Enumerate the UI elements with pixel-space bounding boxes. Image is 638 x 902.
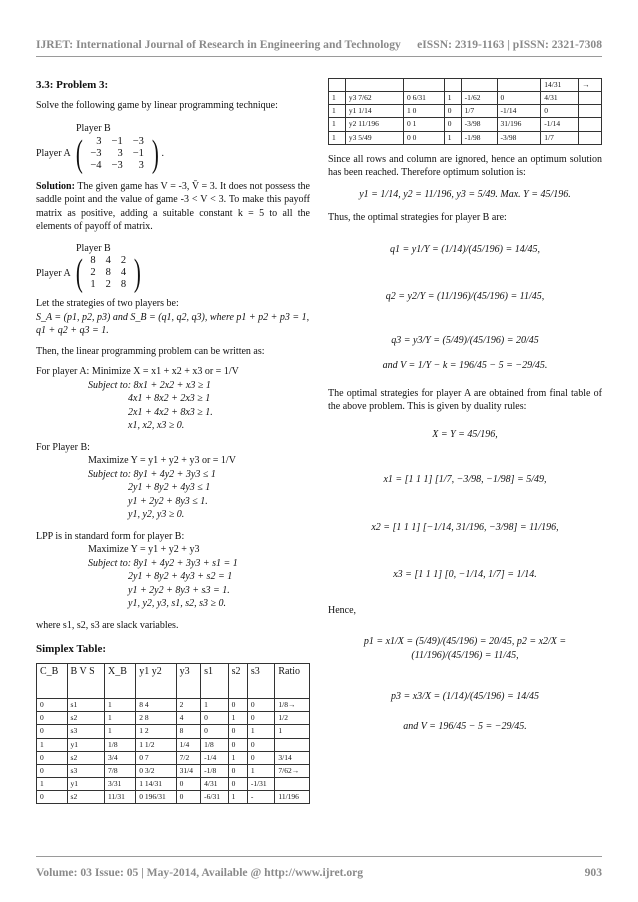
table-row	[37, 764, 310, 777]
table-cell: s2	[67, 791, 104, 804]
table-row	[329, 79, 602, 92]
constraint-line: y1, y2, y3 ≥ 0.	[128, 509, 185, 521]
table-cell: 1	[201, 699, 229, 712]
table-cell: 0	[444, 118, 461, 131]
table-row	[37, 777, 310, 790]
table-cell: 0	[37, 791, 68, 804]
footer-rule	[36, 856, 602, 857]
table-cell: 0	[541, 105, 579, 118]
volume-info: Volume: 03 Issue: 05 | May-2014, Available @ http://www.ijret.org	[36, 866, 364, 879]
table-cell: s3	[67, 725, 104, 738]
table-cell: -1/31	[247, 777, 275, 790]
player-b-objective: Maximize Y = y1 + y2 + y3 or = 1/V	[88, 455, 236, 467]
table-header-cell: B V S	[67, 664, 104, 699]
table-cell: s1	[67, 699, 104, 712]
x2-equation: x2 = [1 1 1] [−1/14, 31/196, −3/98] = 11/196,	[371, 521, 559, 533]
lpp-constraints	[36, 557, 310, 611]
constraint-line: y1 + 2y2 + 8y3 + s3 = 1.	[128, 584, 230, 596]
table-cell: y1	[67, 738, 104, 751]
table-header-cell: Ratio	[275, 664, 310, 699]
table-cell	[444, 79, 461, 92]
matrix-cell: 4	[120, 267, 127, 279]
table-cell: 1	[105, 712, 136, 725]
game-matrix-block: Player B Player A ( 3 −1 −3 −3 3 −1 −4 −3 3 ) .	[36, 122, 310, 172]
table-cell: 1 14/31	[136, 777, 176, 790]
v-value: and V = 1/Y − k = 196/45 − 5 = −29/45.	[382, 360, 548, 372]
table-row	[329, 118, 602, 131]
table-cell: 3/4	[105, 751, 136, 764]
q3-equation: q3 = y3/Y = (5/49)/(45/196) = 20/45	[391, 334, 539, 346]
table-cell: s3	[67, 764, 104, 777]
table-cell: -1/8	[201, 764, 229, 777]
matrix-cell: 2	[90, 267, 96, 279]
table-cell: 1/4	[176, 738, 201, 751]
intro-text: Solve the following game by linear programming technique:	[36, 99, 278, 111]
table-cell: 1 0	[403, 105, 444, 118]
table-row	[37, 751, 310, 764]
constraint-line: 2y1 + 8y2 + 4y3 + s2 = 1	[128, 571, 233, 583]
q1-equation: q1 = y1/Y = (1/14)/(45/196) = 14/45,	[390, 243, 540, 255]
table-cell: -6/31	[201, 791, 229, 804]
table-cell: 0	[247, 712, 275, 725]
player-a-constraints	[36, 379, 310, 433]
lp-intro: Then, the linear programming problem can be written as:	[36, 345, 265, 357]
matrix-cell: 3	[96, 135, 102, 147]
table-row	[37, 699, 310, 712]
matrix-cell: −4	[90, 159, 102, 171]
table-cell: 31/4	[176, 764, 201, 777]
table-row	[329, 131, 602, 144]
table-header-cell: y3	[176, 664, 201, 699]
table-cell	[403, 79, 444, 92]
matrix-cell: −1	[111, 135, 123, 147]
matrix-cell: 1	[90, 279, 96, 291]
table-cell: 1 1/2	[136, 738, 176, 751]
issn: eISSN: 2319-1163 | pISSN: 2321-7308	[417, 38, 602, 51]
table-cell: 0	[228, 699, 247, 712]
constraint-line: Subject to: 8x1 + 2x2 + x3 ≥ 1	[88, 379, 211, 391]
matrix-cell: 3	[117, 147, 123, 159]
table-row	[329, 92, 602, 105]
table-cell: 1	[247, 764, 275, 777]
matrix-cell: −3	[132, 135, 144, 147]
table-cell: 11/31	[105, 791, 136, 804]
strategies-b-intro: Thus, the optimal strategies for player B are:	[328, 212, 507, 224]
table-cell: 0	[37, 751, 68, 764]
constraint-line: y1, y2, y3, s1, s2, s3 ≥ 0.	[128, 598, 226, 610]
solution-label: Solution:	[36, 180, 75, 192]
hence-text: Hence,	[328, 604, 357, 616]
table-cell: 0 6/31	[403, 92, 444, 105]
table-cell: 31/196	[497, 118, 541, 131]
table-row	[37, 712, 310, 725]
table-cell: -1/62	[461, 92, 497, 105]
table-cell: 0	[176, 777, 201, 790]
table-row	[37, 725, 310, 738]
table-cell: 4/31	[201, 777, 229, 790]
table-cell: 0 3/2	[136, 764, 176, 777]
table-cell: -1/98	[461, 131, 497, 144]
table-cell: 1/8	[105, 738, 136, 751]
header-rule	[36, 56, 602, 57]
table-cell: -1/14	[497, 105, 541, 118]
table-cell	[461, 79, 497, 92]
slack-note: where s1, s2, s3 are slack variables.	[36, 619, 179, 631]
constraint-line: 4x1 + 8x2 + 2x3 ≥ 1	[128, 393, 211, 405]
matrix-cell: −1	[132, 147, 144, 159]
table-cell: 11/196	[275, 791, 310, 804]
table-cell: 0	[247, 699, 275, 712]
table-cell: 8 4	[136, 699, 176, 712]
table-cell: 1	[247, 725, 275, 738]
lpp-intro: LPP is in standard form for player B:	[36, 530, 185, 542]
optimum-text: Since all rows and column are ignored, hence an optimum solution has been reached. Therefore optimum solution is:	[328, 153, 602, 179]
q2-equation: q2 = y2/Y = (11/196)/(45/196) = 11/45,	[385, 291, 545, 303]
simplex-table-continued	[328, 78, 602, 145]
table-cell: -3/98	[461, 118, 497, 131]
table-cell: 1/7	[461, 105, 497, 118]
table-cell: 4/31	[541, 92, 579, 105]
matrix-cell: −3	[111, 159, 123, 171]
table-cell: y3 5/49	[345, 131, 403, 144]
payoff-matrix: ( 3 −1 −3 −3 3 −1 −4 −3 3 )	[75, 132, 159, 175]
player-a-objective: For player A: Minimize X = x1 + x2 + x3 or = 1/V	[36, 366, 239, 378]
table-cell: 1	[444, 131, 461, 144]
table-cell: 1/8	[201, 738, 229, 751]
table-row	[37, 738, 310, 751]
table-cell: 0	[176, 791, 201, 804]
table-cell: 1	[37, 738, 68, 751]
matrix-cell: 3	[138, 159, 144, 171]
table-row	[37, 791, 310, 804]
table-cell	[497, 79, 541, 92]
page-number: 903	[584, 866, 602, 879]
table-cell: 1/8→	[275, 699, 310, 712]
page-footer	[36, 866, 602, 879]
table-cell: 0	[444, 105, 461, 118]
table-cell: 14/31	[541, 79, 579, 92]
table-cell: 4	[176, 712, 201, 725]
player-b-label-2: Player B	[76, 242, 111, 254]
table-cell: 1/7	[541, 131, 579, 144]
table-cell: 0	[37, 764, 68, 777]
constraint-line: y1 + 2y2 + 8y3 ≤ 1.	[128, 495, 208, 507]
table-cell: 8	[176, 725, 201, 738]
xy-equation: X = Y = 45/196,	[432, 428, 498, 440]
player-b-label: Player B	[76, 123, 111, 135]
table-cell: 1	[228, 751, 247, 764]
table-cell: 2 8	[136, 712, 176, 725]
table-cell: y2 11/196	[345, 118, 403, 131]
table-cell	[579, 105, 602, 118]
table-cell: 1	[329, 131, 346, 144]
table-cell: 0	[228, 738, 247, 751]
player-a-label: Player A	[36, 148, 71, 160]
table-cell: 0 1	[403, 118, 444, 131]
table-cell: 0 0	[403, 131, 444, 144]
matrix-cell: 8	[105, 267, 111, 279]
matrix-cell: −3	[90, 147, 102, 159]
table-cell	[345, 79, 403, 92]
table-cell: y1 1/14	[345, 105, 403, 118]
table-cell: 0	[228, 777, 247, 790]
player-b-constraints	[36, 468, 310, 522]
matrix-cell: 2	[120, 255, 127, 267]
table-header-cell: s1	[201, 664, 229, 699]
page-header	[36, 38, 602, 51]
table-cell: 0	[201, 712, 229, 725]
table-cell: y3 7/62	[345, 92, 403, 105]
table-cell: y1	[67, 777, 104, 790]
table-cell: 1	[275, 725, 310, 738]
matrix-cell: 8	[90, 255, 96, 267]
table-cell: 0	[497, 92, 541, 105]
table-cell: 0	[228, 764, 247, 777]
table-cell: 1 2	[136, 725, 176, 738]
simplex-title: Simplex Table:	[36, 643, 106, 656]
table-header-cell: s3	[247, 664, 275, 699]
table-cell	[275, 777, 310, 790]
table-cell: 1	[228, 712, 247, 725]
table-cell: 0	[247, 751, 275, 764]
strategies-a-intro: The optimal strategies for player A are obtained from final table of the above problem. This is given by duality rules:	[328, 387, 602, 413]
table-cell	[579, 118, 602, 131]
table-cell: 0	[247, 738, 275, 751]
left-column	[36, 78, 310, 804]
solution-paragraph	[36, 180, 310, 234]
table-cell: s2	[67, 712, 104, 725]
table-cell: 3/14	[275, 751, 310, 764]
strategies-intro: Let the strategies of two players be:	[36, 298, 179, 310]
table-cell: 7/62→	[275, 764, 310, 777]
table-cell: 0 196/31	[136, 791, 176, 804]
constraint-line: 2x1 + 4x2 + 8x3 ≥ 1.	[128, 406, 213, 418]
table-cell: 1	[329, 118, 346, 131]
x3-equation: x3 = [1 1 1] [0, −1/14, 1/7] = 1/14.	[393, 569, 537, 581]
constraint-line: Subject to: 8y1 + 4y2 + 3y3 + s1 = 1	[88, 557, 238, 569]
solution-text: The given game has V = -3, V̄ = 3. It does not possess the saddle point and the value of game -3 < V < 3. To make this payoff matrix as positive, adding a suitable constant k = 5 to all the elements of payoff of matrix.	[36, 180, 310, 233]
table-cell: →	[579, 79, 602, 92]
journal-name: IJRET: International Journal of Research in Engineering and Technology	[36, 38, 401, 51]
strategies-definition: S_A = (p1, p2, p3) and S_B = (q1, q2, q3), where p1 + p2 + p3 = 1, q1 + q2 + q3 = 1.	[36, 311, 310, 337]
table-cell: 1/2	[275, 712, 310, 725]
constraint-line: x1, x2, x3 ≥ 0.	[128, 420, 185, 432]
simplex-table	[36, 663, 310, 804]
table-cell: 7/2	[176, 751, 201, 764]
matrix-cell: 4	[105, 255, 111, 267]
problem-title: 3.3: Problem 3:	[36, 79, 109, 91]
player-b-label-3: For Player B:	[36, 441, 90, 453]
positive-matrix-block	[36, 242, 310, 295]
table-cell: 0	[228, 725, 247, 738]
table-cell: s2	[67, 751, 104, 764]
table-cell: 1	[444, 92, 461, 105]
table-cell	[579, 92, 602, 105]
x1-equation: x1 = [1 1 1] [1/7, −3/98, −1/98] = 5/49,	[383, 474, 547, 486]
v-final: and V = 196/45 − 5 = −29/45.	[403, 720, 527, 732]
table-header-cell: y1 y2	[136, 664, 176, 699]
table-cell: 3/31	[105, 777, 136, 790]
table-row	[329, 105, 602, 118]
lpp-objective: Maximize Y = y1 + y2 + y3	[88, 544, 200, 556]
table-cell	[579, 131, 602, 144]
table-header-cell: X_B	[105, 664, 136, 699]
table-cell	[329, 79, 346, 92]
p1-p2-equation: p1 = x1/X = (5/49)/(45/196) = 20/45, p2 = x2/X = (11/196)/(45/196) = 11/45,	[363, 636, 567, 661]
p3-equation: p3 = x3/X = (1/14)/(45/196) = 14/45	[390, 691, 539, 703]
constraint-line: Subject to: 8y1 + 4y2 + 3y3 ≤ 1	[88, 468, 216, 480]
table-cell: 0	[37, 725, 68, 738]
table-cell: 0 7	[136, 751, 176, 764]
table-cell: 1	[37, 777, 68, 790]
table-cell	[275, 738, 310, 751]
player-a-label-2: Player A	[36, 267, 71, 279]
table-header-cell: s2	[228, 664, 247, 699]
constraint-line: 2y1 + 8y2 + 4y3 ≤ 1	[128, 482, 211, 494]
table-cell: 1	[105, 725, 136, 738]
table-cell: 0	[37, 699, 68, 712]
table-cell: 1	[329, 105, 346, 118]
table-cell: 0	[37, 712, 68, 725]
matrix-cell: 2	[105, 279, 111, 291]
table-cell: 1	[228, 791, 247, 804]
positive-payoff-matrix: ( 8 4 2 2 8 4 1 2 8 )	[75, 252, 141, 295]
table-cell: 7/8	[105, 764, 136, 777]
table-cell: -1/4	[201, 751, 229, 764]
table-cell: -1/14	[541, 118, 579, 131]
table-cell: 0	[201, 725, 229, 738]
matrix-cell: 8	[120, 279, 127, 291]
table-cell: -	[247, 791, 275, 804]
table-header-cell: C_B	[37, 664, 68, 699]
table-cell: 1	[329, 92, 346, 105]
optimum-values: y1 = 1/14, y2 = 11/196, y3 = 5/49. Max. Y = 45/196.	[359, 188, 571, 200]
right-column	[328, 78, 602, 733]
table-cell: -3/98	[497, 131, 541, 144]
table-cell: 2	[176, 699, 201, 712]
table-cell: 1	[105, 699, 136, 712]
